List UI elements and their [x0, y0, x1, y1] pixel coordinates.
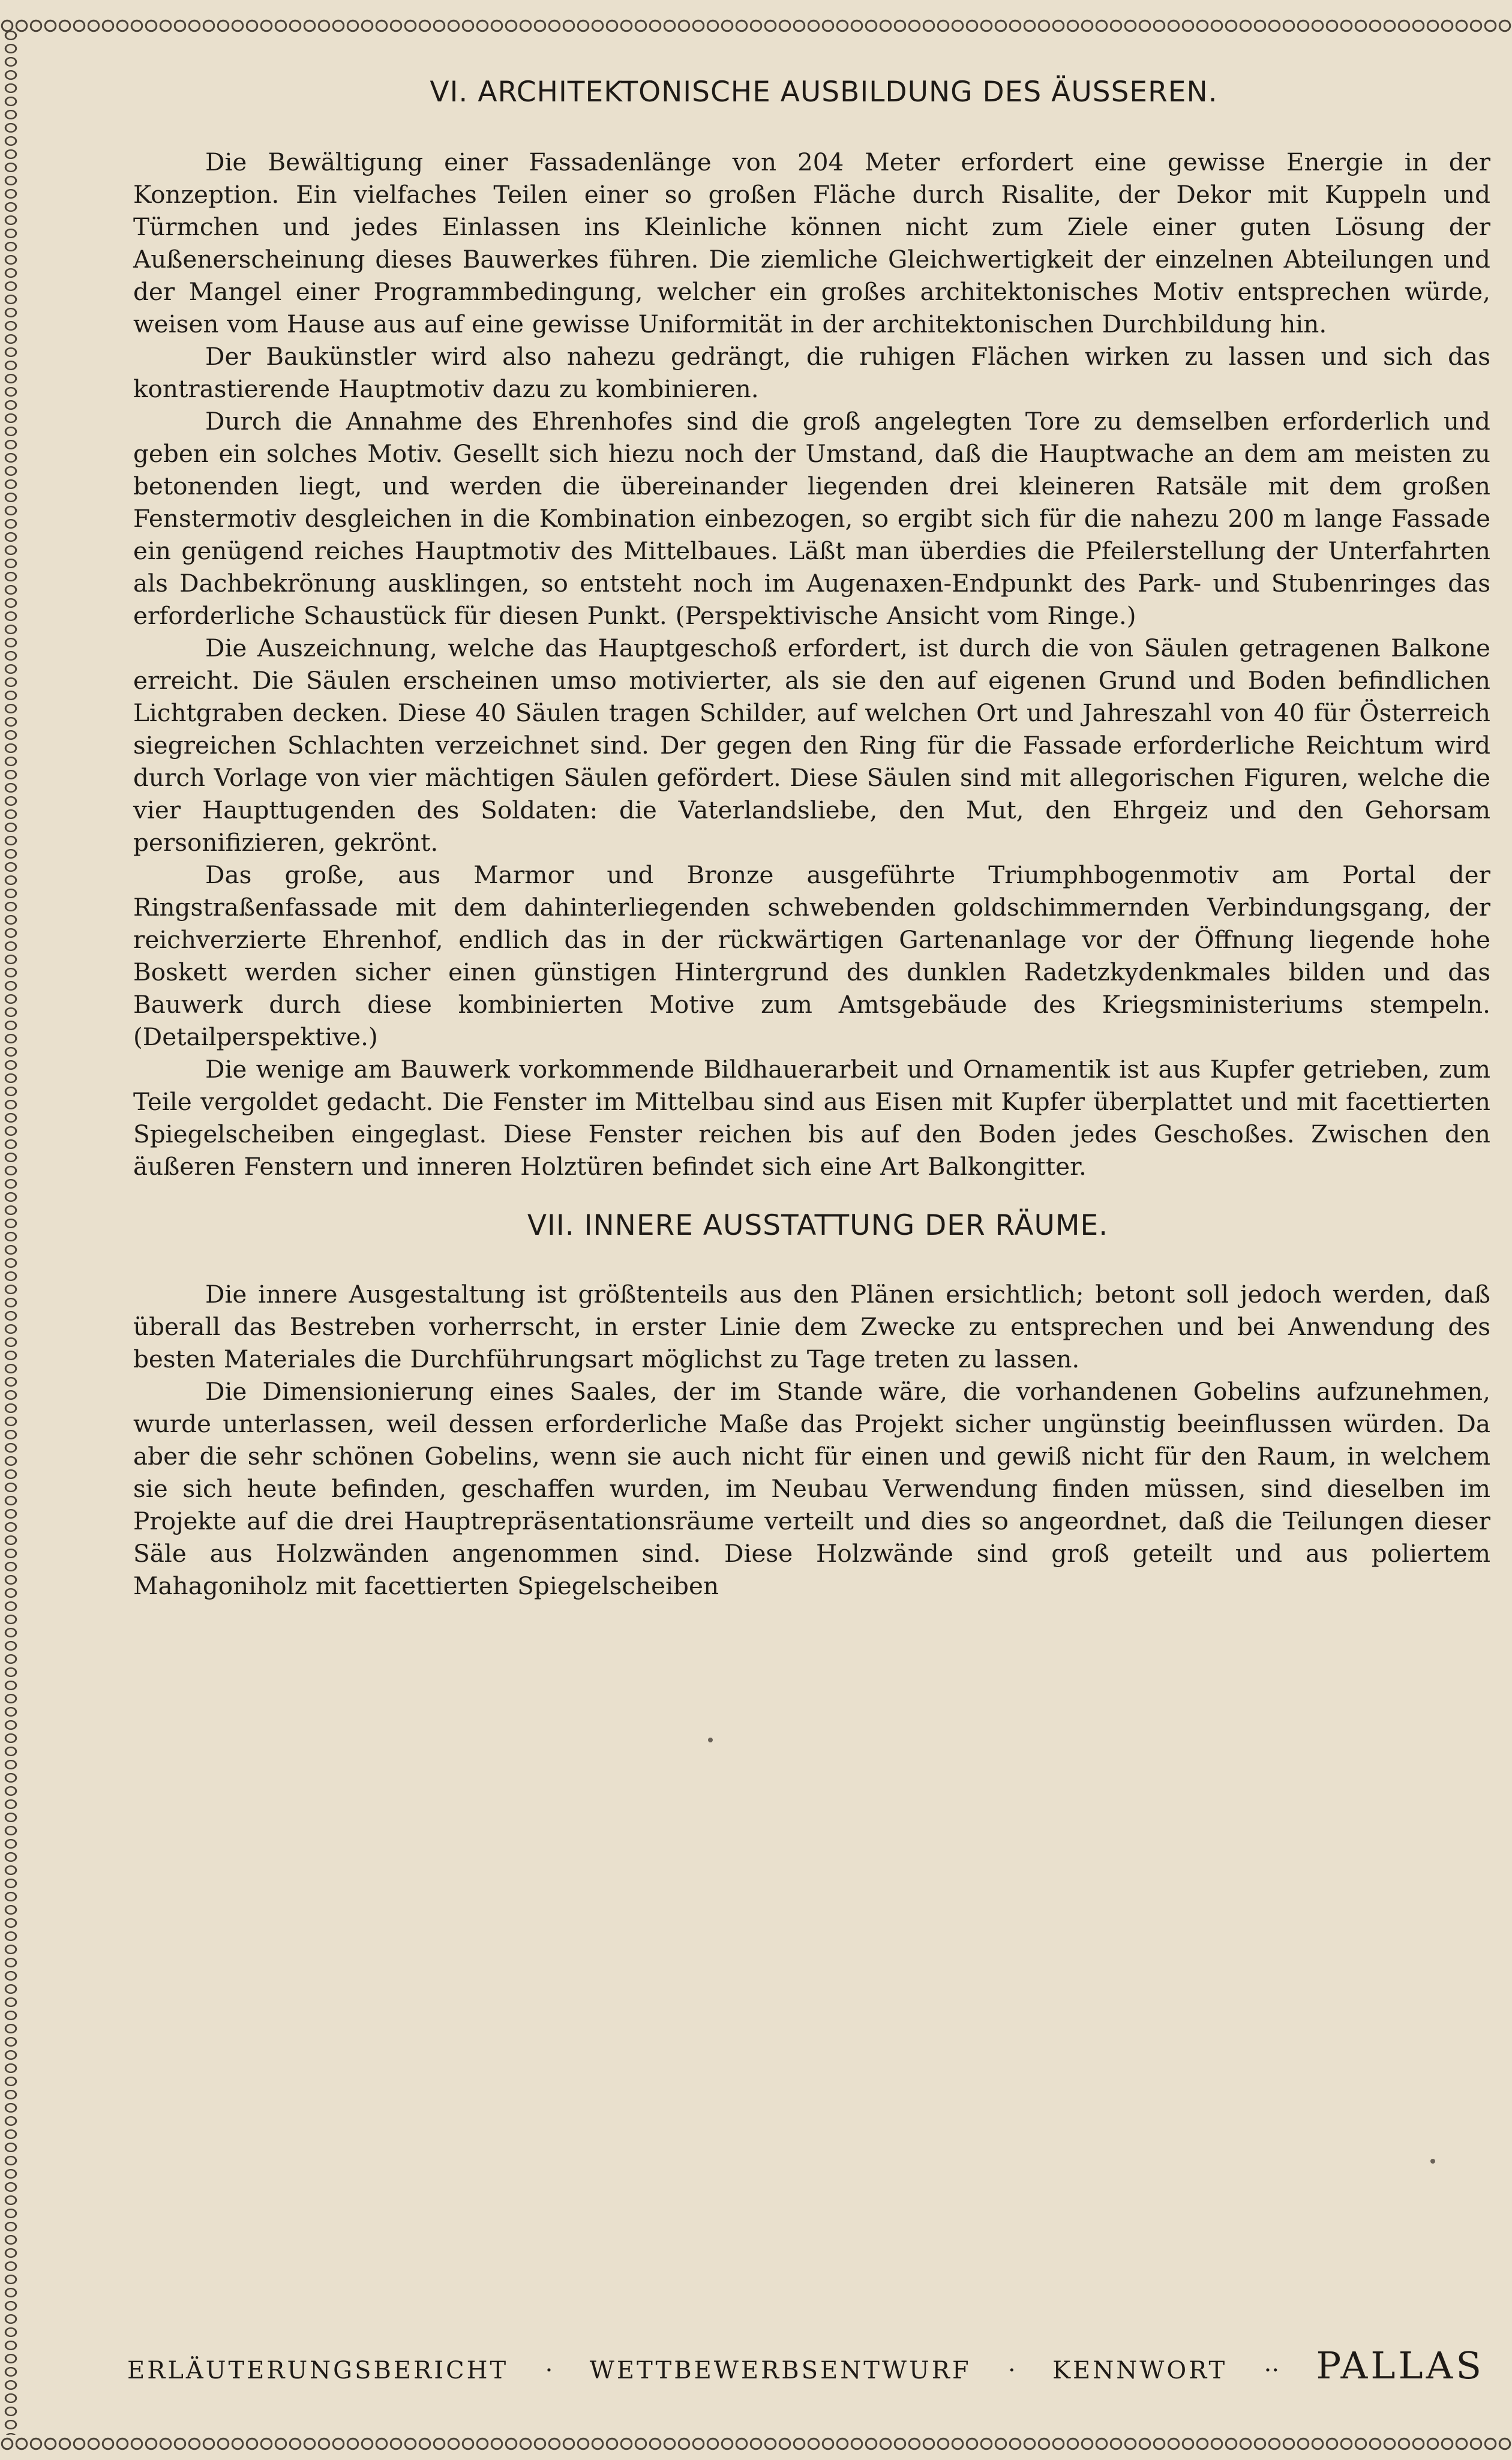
- paper-speck: [1430, 2159, 1435, 2164]
- main-text: [133, 66, 1490, 1602]
- bottom-ring-border: [0, 2435, 1512, 2455]
- paragraph: Durch die Annahme des Ehrenhofes sind die groß angelegten Tore zu demselben erforderlich und geben ein solches Motiv. Gesellt sich hiezu noch der Umstand, daß die Hauptwache an dem am meisten zu betonenden liegt, und werden die übereinander liegenden drei kleineren Ratsäle mit dem großen Fenstermotiv desgleichen in die Kombination einbezogen, so ergibt sich für die nahezu 200 m lange Fassade ein genügend reiches Hauptmotiv des Mittelbaues. Läßt man überdies die Pfeilerstellung der Unterfahrten als Dachbekrönung ausklingen, so entsteht noch im Augenaxen-Endpunkt des Park- und Stubenringes das erforderliche Schaustück für diesen Punkt. (Perspektivische Ansicht vom Ringe.): [133, 407, 1490, 630]
- footer: [127, 2344, 1484, 2386]
- paragraph: Das große, aus Marmor und Bronze ausgeführte Triumphbogenmotiv am Portal der Ringstraßenfassade mit dem dahinterliegenden schwebenden goldschimmernden Verbindungsgang, der reichverzierte Ehrenhof, endlich das in der rückwärtigen Gartenanlage vor der Öffnung liegende hohe Boskett werden sicher einen günstigen Hintergrund des dunklen Radetzkydenkmales bilden und das Bauwerk durch diese kombinierten Motive zum Amtsgebäude des Kriegsministeriums stempeln. (Detailperspektive.): [133, 860, 1490, 1051]
- paper-speck: [708, 1738, 713, 1742]
- paragraph: Die Dimensionierung eines Saales, der im Stande wäre, die vorhandenen Gobelins aufzunehmen, wurde unterlassen, weil dessen erforderliche Maße das Projekt sicher ungünstig beeinflussen würden. Da aber die sehr schönen Gobelins, wenn sie auch nicht für einen und gewiß nicht für den Raum, in welchem sie sich heute befinden, geschaffen wurden, im Neubau Verwendung finden müssen, sind dieselben im Projekte auf die drei Hauptrepräsentationsräume verteilt und dies so angeordnet, daß die Teilungen dieser Säle aus Holzwänden angenommen sind. Diese Holzwände sind groß geteilt und aus poliertem Mahagoniholz mit facettierten Spiegelscheiben: [133, 1377, 1490, 1600]
- paragraph: Die Auszeichnung, welche das Hauptgeschoß erfordert, ist durch die von Säulen getragenen Balkone erreicht. Die Säulen erscheinen umso motivierter, als sie den auf eigenen Grund und Boden befindlichen Lichtgraben decken. Diese 40 Säulen tragen Schilder, auf welchen Ort und Jahreszahl von 40 für Österreich siegreichen Schlachten verzeichnet sind. Der gegen den Ring für die Fassade erforderliche Reichtum wird durch Vorlage von vier mächtigen Säulen gefördert. Diese Säulen sind mit allegorischen Figuren, welche die vier Haupttugenden des Soldaten: die Vaterlandsliebe, den Mut, den Ehrgeiz und den Gehorsam personifizieren, gekrönt.: [133, 634, 1490, 857]
- footer-separator: ··: [1264, 2357, 1280, 2384]
- left-ring-border: [2, 29, 19, 2435]
- footer-report-label: ERLÄUTERUNGSBERICHT: [127, 2357, 509, 2384]
- paragraph: Die wenige am Bauwerk vorkommende Bildhauerarbeit und Ornamentik ist aus Kupfer getrieben, zum Teile vergoldet gedacht. Die Fenster im Mittelbau sind aus Eisen mit Kupfer überplattet und mit facettierten Spiegelscheiben eingeglast. Diese Fenster reichen bis auf den Boden jedes Geschoßes. Zwischen den äußeren Fenstern und inneren Holztüren befindet sich eine Art Balkongitter.: [133, 1055, 1490, 1181]
- top-ring-border: [0, 17, 1512, 37]
- paragraph: Die innere Ausgestaltung ist größtenteils aus den Plänen ersichtlich; betont soll jedoch werden, daß überall das Bestreben vorherrscht, in erster Linie dem Zwecke zu entsprechen und bei Anwendung des besten Materiales die Durchführungsart möglichst zu Tage treten zu lassen.: [133, 1280, 1490, 1373]
- footer-competition-label: WETTBEWERBSENTWURF: [589, 2357, 971, 2384]
- footer-separator: ·: [1008, 2357, 1016, 2384]
- footer-keyword-label: KENNWORT: [1052, 2357, 1228, 2384]
- footer-separator: ·: [545, 2357, 553, 2384]
- paragraph: Die Bewältigung einer Fassadenlänge von 204 Meter erfordert eine gewisse Energie in der Konzeption. Ein vielfaches Teilen einer so großen Fläche durch Risalite, der Dekor mit Kuppeln und Türmchen und jedes Einlassen ins Kleinliche können nicht zum Ziele einer guten Lösung der Außenerscheinung dieses Bauwerkes führen. Die ziemliche Gleichwertigkeit der einzelnen Abteilungen und der Mangel einer Programmbedingung, welcher ein großes architektonisches Motiv entsprechen würde, weisen vom Hause aus auf eine gewisse Uniformität in der architektonischen Durchbildung hin.: [133, 148, 1490, 338]
- section-7-heading: VII. INNERE AUSSTATTUNG DER RÄUME.: [527, 1209, 1109, 1242]
- section-6-heading: VI. ARCHITEKTONISCHE AUSBILDUNG DES ÄUSSEREN.: [430, 76, 1218, 109]
- paragraph: Der Baukünstler wird also nahezu gedrängt, die ruhigen Flächen wirken zu lassen und sich das kontrastierende Hauptmotiv dazu zu kombinieren.: [133, 342, 1490, 403]
- footer-keyword: PALLAS: [1316, 2344, 1484, 2387]
